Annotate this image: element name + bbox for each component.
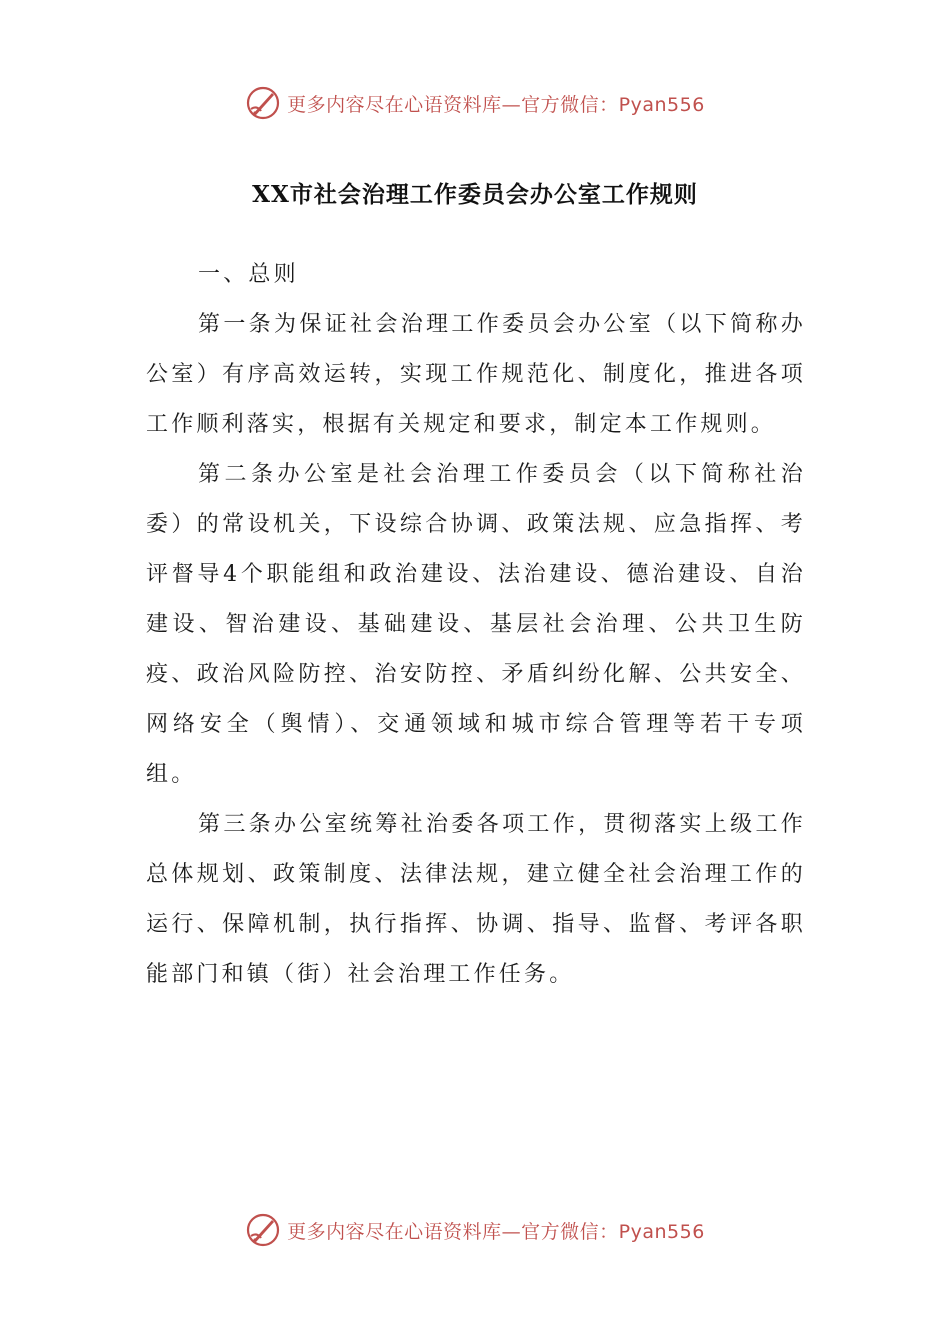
watermark-wechat-id: Pyan556: [618, 93, 705, 116]
watermark-banner-bottom: [0, 1210, 950, 1250]
document-title: XX市社会治理工作委员会办公室工作规则: [252, 181, 698, 208]
watermark-text: 更多内容尽在心语资料库—官方微信：: [287, 1220, 619, 1243]
watermark-text: 更多内容尽在心语资料库—官方微信：: [287, 93, 619, 116]
section-heading: 一、总则: [198, 262, 299, 287]
article-1: 第一条为保证社会治理工作委员会办公室（以下简称办公室）有序高效运转，实现工作规范化、制度化，推进各项工作顺利落实，根据有关规定和要求，制定本工作规则。: [146, 312, 806, 437]
quill-pen-icon: [245, 85, 281, 121]
article-2: 第二条办公室是社会治理工作委员会（以下简称社治委）的常设机关，下设综合协调、政策法规、应急指挥、考评督导4个职能组和政治建设、法治建设、德治建设、自治建设、智治建设、基础建设、基层社会治理、公共卫生防疫、政治风险防控、治安防控、矛盾纠纷化解、公共安全、网络安全（舆情）、交通领域和城市综合管理等若干专项组。: [146, 462, 806, 787]
watermark-wechat-id: Pyan556: [618, 1220, 705, 1243]
watermark-banner-top: [0, 83, 950, 123]
document-body: [146, 250, 806, 1000]
article-3: 第三条办公室统筹社治委各项工作，贯彻落实上级工作总体规划、政策制度、法律法规，建立健全社会治理工作的运行、保障机制，执行指挥、协调、指导、监督、考评各职能部门和镇（街）社会治理工作任务。: [146, 812, 806, 987]
quill-pen-icon: [245, 1212, 281, 1248]
